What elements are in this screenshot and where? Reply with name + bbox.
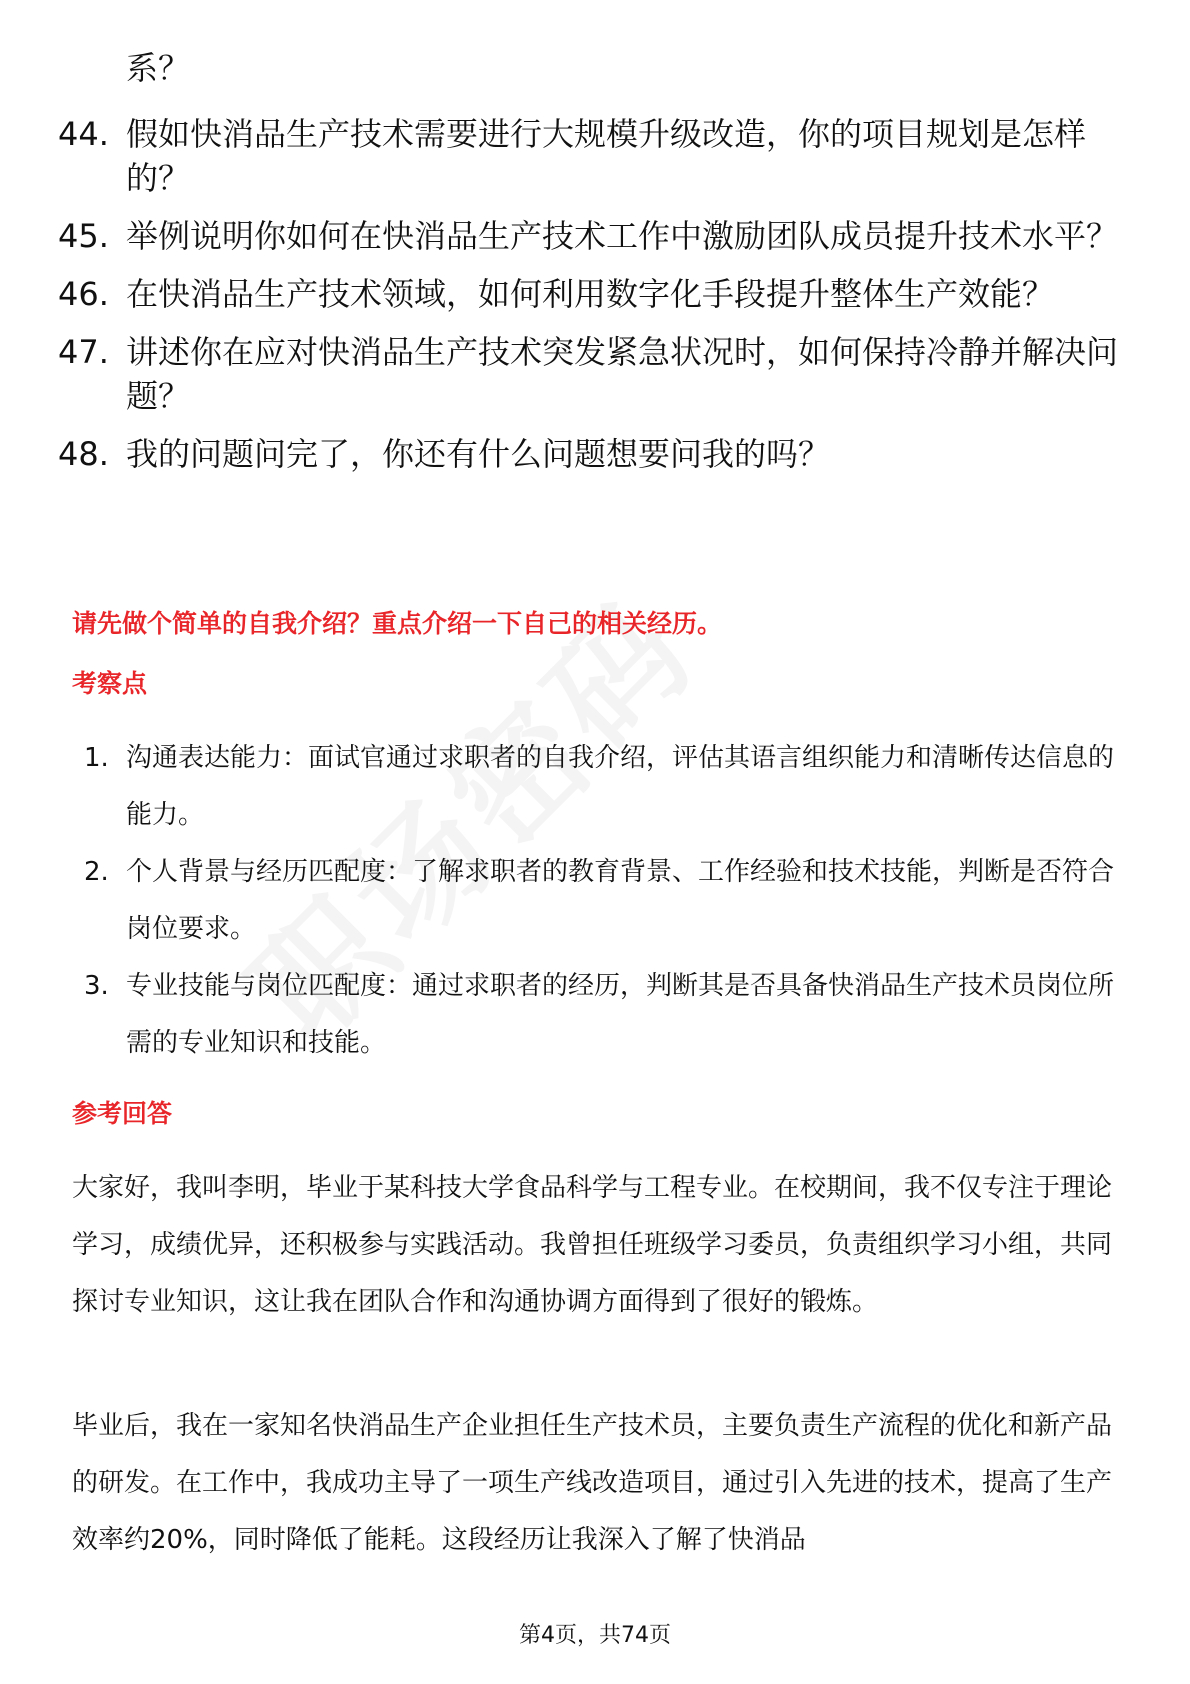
answer-heading: 参考回答 [72, 1099, 173, 1128]
points-heading: 考察点 [72, 669, 148, 698]
question-item [58, 330, 1138, 418]
question-item [58, 214, 1138, 258]
question-continuation: 系？ [126, 49, 191, 87]
point-text: 专业技能与岗位匹配度：通过求职者的经历，判断其是否具备快消品生产技术员岗位所需的专业知识和技能。 [126, 971, 1115, 1058]
question-number: 44. [58, 115, 109, 153]
question-number: 46. [58, 275, 109, 313]
question-text: 举例说明你如何在快消品生产技术工作中激励团队成员提升技术水平？ [126, 217, 1119, 255]
point-item [84, 730, 1124, 844]
question-text: 我的问题问完了，你还有什么问题想要问我的吗？ [126, 435, 831, 473]
point-text: 沟通表达能力：面试官通过求职者的自我介绍，评估其语言组织能力和清晰传达信息的能力。 [126, 743, 1115, 830]
question-item [58, 112, 1138, 200]
point-item [84, 958, 1124, 1072]
question-number: 48. [58, 435, 109, 473]
point-number: 2. [84, 857, 109, 887]
featured-question: 请先做个简单的自我介绍？重点介绍一下自己的相关经历。 [72, 609, 723, 638]
points-list [84, 730, 1124, 1072]
question-item [58, 432, 1138, 476]
question-number: 47. [58, 333, 109, 371]
question-list [58, 112, 1138, 490]
answer-paragraph: 毕业后，我在一家知名快消品生产企业担任生产技术员，主要负责生产流程的优化和新产品的研发。在工作中，我成功主导了一项生产线改造项目，通过引入先进的技术，提高了生产效率约20%，同时降低了能耗。这段经历让我深入了解了快消品 [72, 1411, 1113, 1555]
point-text: 个人背景与经历匹配度：了解求职者的教育背景、工作经验和技术技能，判断是否符合岗位要求。 [126, 857, 1115, 944]
question-item [58, 272, 1138, 316]
point-item [84, 844, 1124, 958]
question-number: 45. [58, 217, 109, 255]
page-footer: 第4页，共74页 [519, 1623, 671, 1648]
question-text: 在快消品生产技术领域，如何利用数字化手段提升整体生产效能？ [126, 275, 1055, 313]
point-number: 3. [84, 971, 109, 1001]
question-text: 假如快消品生产技术需要进行大规模升级改造，你的项目规划是怎样的？ [126, 115, 1087, 197]
answer-paragraph: 大家好，我叫李明，毕业于某科技大学食品科学与工程专业。在校期间，我不仅专注于理论学习，成绩优异，还积极参与实践活动。我曾担任班级学习委员，负责组织学习小组，共同探讨专业知识，这让我在团队合作和沟通协调方面得到了很好的锻炼。 [72, 1173, 1113, 1317]
question-text: 讲述你在应对快消品生产技术突发紧急状况时，如何保持冷静并解决问题？ [126, 333, 1119, 415]
point-number: 1. [84, 743, 109, 773]
